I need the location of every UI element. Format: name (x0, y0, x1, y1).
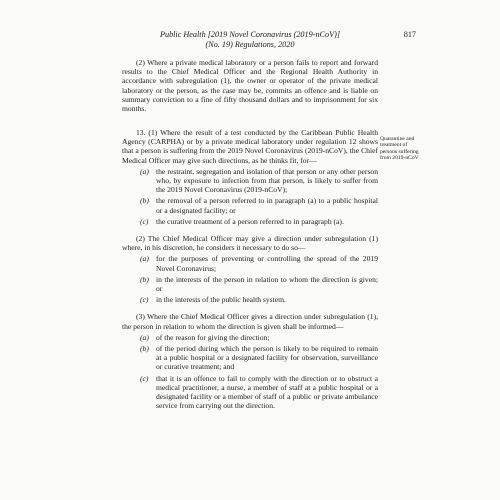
list-item-text: the restraint, segregation and isolation of that person or any other person who, by exposure to infection from that person, is likely to suffer from the 2019 Novel Coronavirus (2019-nCoV); (156, 166, 378, 195)
list-item-mark: (c) (140, 373, 149, 383)
list-13-2 (122, 254, 378, 304)
list-item-text: the curative treatment of a person referred to in paragraph (a). (156, 216, 344, 226)
marginal-note: Quarantine and treatment of persons suffering from 2019-nCoV (380, 136, 419, 162)
list-item-text: of the period during which the person is likely to be required to remain at a public hospital or a designated facility for observation, surveillance or curative treatment; and (156, 344, 378, 372)
list-item-text: of the reason for giving the direction; (156, 332, 270, 342)
clause-12-2-text: (2) Where a private medical laboratory or a person fails to report and forward results to the Chief Medical Officer and the Regional Health Authority in accordance with subregulation (1), the owner or operator of the private medical laboratory or the person, as the case may be, commits an offence and is liable on summary conviction to a fine of fifty thousand dollars and to imprisonment for six months. (122, 58, 378, 114)
list-item-text: the removal of a person referred to in paragraph (a) to a public hospital or a designated facility; or (156, 196, 378, 215)
header-title-line2: (No. 19) Regulations, 2020 (205, 40, 295, 49)
page-number: 817 (403, 30, 416, 39)
list-item (140, 295, 378, 304)
list-item (140, 196, 378, 214)
list-item (140, 167, 378, 195)
list-item-text: in the interests of the public health system. (156, 295, 286, 305)
list-item (140, 217, 378, 226)
list-item (140, 254, 378, 272)
running-header (0, 30, 500, 50)
list-item-text: that it is an offence to fail to comply with the direction or to obstruct a medical practitioner, a nurse, a member of staff at a public hospital or a designated facility or a member of staff of a public or private ambulance service from carrying out the direction. (156, 373, 378, 411)
clause-13-2-text: (2) The Chief Medical Officer may give a direction under subregulation (1) where, in his discretion, he considers it necessary to do so— (122, 234, 378, 253)
list-item (140, 333, 378, 342)
list-item-text: in the interests of the person in relation to whom the direction is given; or (156, 274, 378, 294)
clause-12-2 (122, 58, 378, 113)
clause-13-1-text: 13. (1) Where the result of a test conducted by the Caribbean Public Health Agency (CARPHA) or by a private medical laboratory under regulation 12 shows that a person is suffering from the 2019 Novel Coronavirus (2019-nCoV), the Chief Medical Officer may give such directions, as he thinks fit, for— (122, 128, 378, 165)
list-item (140, 275, 378, 293)
list-item-mark: (b) (140, 344, 149, 354)
list-item-mark: (c) (140, 216, 149, 226)
list-item-mark: (a) (140, 166, 149, 176)
list-item (140, 374, 378, 411)
list-item-mark: (a) (140, 254, 149, 264)
list-item-mark: (b) (140, 196, 149, 206)
list-item (140, 344, 378, 372)
list-item-mark: (a) (140, 332, 149, 342)
list-item-mark: (c) (140, 295, 149, 305)
list-13-3 (122, 333, 378, 411)
list-13-1 (122, 167, 378, 226)
list-item-mark: (b) (140, 274, 149, 284)
clause-13-3-text: (3) Where the Chief Medical Officer gives a direction under subregulation (1), the person in relation to whom the direction is given shall be informed— (122, 312, 378, 331)
clause-13 (122, 128, 378, 410)
header-title-line1: Public Health [2019 Novel Coronavirus (2019-nCoV)] (159, 30, 341, 39)
list-item-text: for the purposes of preventing or controlling the spread of the 2019 Novel Coronavirus; (156, 254, 378, 273)
